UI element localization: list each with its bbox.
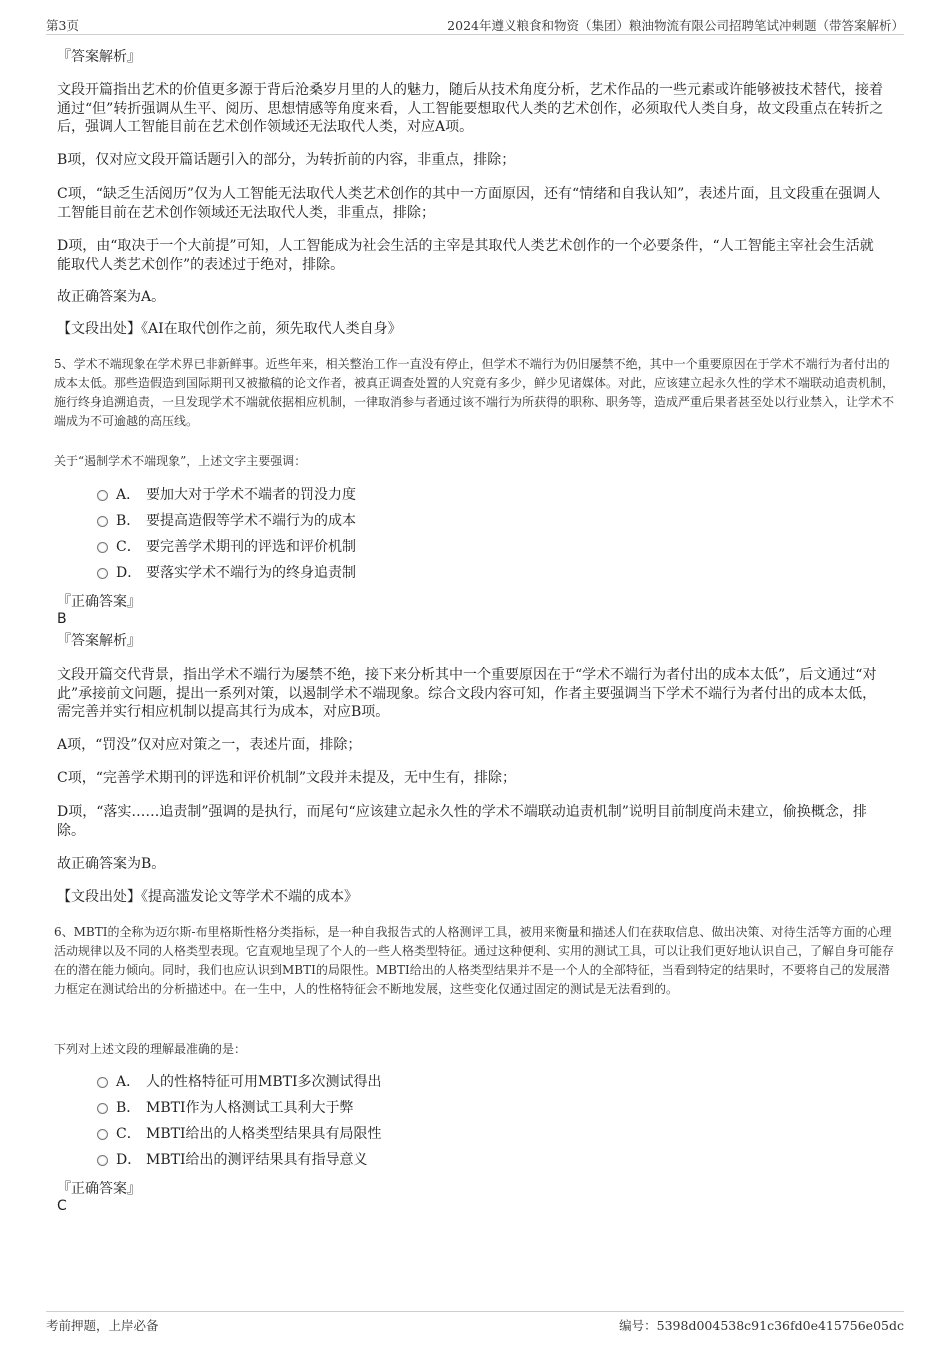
q6-option-d[interactable]: D． MBTI给出的测评结果具有指导意义 — [97, 1150, 368, 1170]
q5-option-d[interactable]: D． 要落实学术不端行为的终身追责制 — [97, 563, 356, 583]
q5-option-b[interactable]: B． 要提高造假等学术不端行为的成本 — [97, 511, 356, 531]
q6-question: 6、MBTI的全称为迈尔斯-布里格斯性格分类指标，是一种自我报告式的人格测评工具，被用来衡量和描述人们在获取信息、做出决策、对待生活等方面的心理活动规律以及不同的人格类型表现。它直观地呈现了个人的一些人格类型特征。通过这种便利、实用的测试工具，可以让我们更好地认识自己，了解自身可能存在的潜在能力倾向。同时，我们也应认识到MBTI的局限性。MBTI给出的人格类型结果并不是一个人的全部特征，当看到特定的结果时，不要将自己的发展潜力框定在测试给出的分析描述中。在一生中，人的性格特征会不断地发展，这些变化仅通过固定的测试是无法看到的。 — [54, 925, 895, 996]
q5-correct-answer: B — [57, 611, 67, 627]
q4-analysis-b: B项，仅对应文段开篇话题引入的部分，为转折前的内容，非重点，排除； — [57, 152, 516, 168]
radio-icon[interactable] — [97, 516, 108, 527]
q5-source: 【文段出处】《提高滥发论文等学术不端的成本》 — [57, 889, 358, 905]
radio-icon[interactable] — [97, 1103, 108, 1114]
q5-analysis-c: C项，“完善学术期刊的评选和评价机制”文段并未提及，无中生有，排除； — [57, 770, 517, 786]
q6-option-a[interactable]: A． 人的性格特征可用MBTI多次测试得出 — [97, 1072, 382, 1092]
q6-correct-label: 『正确答案』 — [57, 1181, 141, 1197]
radio-icon[interactable] — [97, 1155, 108, 1166]
radio-icon[interactable] — [97, 1129, 108, 1140]
q4-analysis-d: D项，由“取决于一个大前提”可知，人工智能成为社会生活的主宰是其取代人类艺术创作的一个必要条件，“人工智能主宰社会生活就能取代人类艺术创作”的表述过于绝对，排除。 — [57, 238, 874, 273]
document-id: 编号：5398d004538c91c36fd0e415756e05dc — [619, 1318, 904, 1333]
q6-ask: 下列对上述文段的理解最准确的是： — [54, 1042, 247, 1056]
radio-icon[interactable] — [97, 568, 108, 579]
q6-correct-answer: C — [57, 1198, 67, 1214]
q4-conclusion: 故正确答案为A。 — [57, 289, 166, 305]
q4-analysis-main: 文段开篇指出艺术的价值更多源于背后沧桑岁月里的人的魅力，随后从技术角度分析，艺术作品的一些元素或许能够被技术替代，接着通过“但”转折强调从生平、阅历、思想情感等角度来看，人工智能要想取代人类的艺术创作，必须取代人类自身，故文段重点在转折之后，强调人工智能目前在艺术创作领域还无法取代人类，对应A项。 — [57, 82, 884, 135]
radio-icon[interactable] — [97, 1077, 108, 1088]
radio-icon[interactable] — [97, 490, 108, 501]
q5-question: 5、学术不端现象在学术界已非新鲜事。近些年来，相关整治工作一直没有停止，但学术不端行为仍旧屡禁不绝，其中一个重要原因在于学术不端行为者付出的成本太低。那些造假造到国际期刊又被撤稿的论文作者，被真正调查处置的人究竟有多少，鲜少见诸媒体。对此，应该建立起永久性的学术不端联动追责机制，施行终身追溯追责，一旦发现学术不端就依据相应机制，一律取消参与者通过该不端行为所获得的职称、职务等，造成严重后果者甚至处以行业禁入，让学术不端成为不可逾越的高压线。 — [54, 357, 895, 428]
q5-ask: 关于“遏制学术不端现象”，上述文字主要强调： — [54, 454, 307, 468]
q6-option-c[interactable]: C． MBTI给出的人格类型结果具有局限性 — [97, 1124, 382, 1144]
q5-option-c[interactable]: C． 要完善学术期刊的评选和评价机制 — [97, 537, 356, 557]
page-header — [46, 14, 904, 35]
q5-conclusion: 故正确答案为B。 — [57, 856, 166, 872]
q4-analysis-c: C项，“缺乏生活阅历”仅为人工智能无法取代人类艺术创作的其中一方面原因，还有“情绪和自我认知”，表述片面，且文段重在强调人工智能目前在艺术创作领域还无法取代人类，非重点，排除； — [57, 186, 881, 221]
q5-correct-label: 『正确答案』 — [57, 594, 141, 610]
q4-analysis-label: 『答案解析』 — [57, 49, 141, 65]
document-title: 2024年遵义粮食和物资（集团）粮油物流有限公司招聘笔试冲刺题（带答案解析） — [447, 18, 904, 33]
q5-option-a[interactable]: A． 要加大对于学术不端者的罚没力度 — [97, 485, 356, 505]
page-footer — [46, 1311, 904, 1334]
q5-analysis-main: 文段开篇交代背景，指出学术不端行为屡禁不绝，接下来分析其中一个重要原因在于“学术不端行为者付出的成本太低”，后文通过“对此”承接前文问题，提出一系列对策，以遏制学术不端现象。综合文段内容可知，作者主要强调当下学术不端行为者付出的成本太低，需完善并实行相应机制以提高其行为成本，对应B项。 — [57, 667, 877, 720]
radio-icon[interactable] — [97, 542, 108, 553]
q5-analysis-d: D项，“落实……追责制”强调的是执行，而尾句“应该建立起永久性的学术不端联动追责机制”说明目前制度尚未建立，偷换概念，排除。 — [57, 804, 867, 839]
page-number: 第3页 — [46, 18, 79, 33]
q5-analysis-label: 『答案解析』 — [57, 633, 141, 649]
q4-source: 【文段出处】《AI在取代创作之前，须先取代人类自身》 — [57, 321, 402, 337]
footer-slogan: 考前押题，上岸必备 — [46, 1318, 159, 1333]
q6-option-b[interactable]: B． MBTI作为人格测试工具利大于弊 — [97, 1098, 354, 1118]
q5-analysis-a: A项，“罚没”仅对应对策之一，表述片面，排除； — [57, 737, 362, 753]
